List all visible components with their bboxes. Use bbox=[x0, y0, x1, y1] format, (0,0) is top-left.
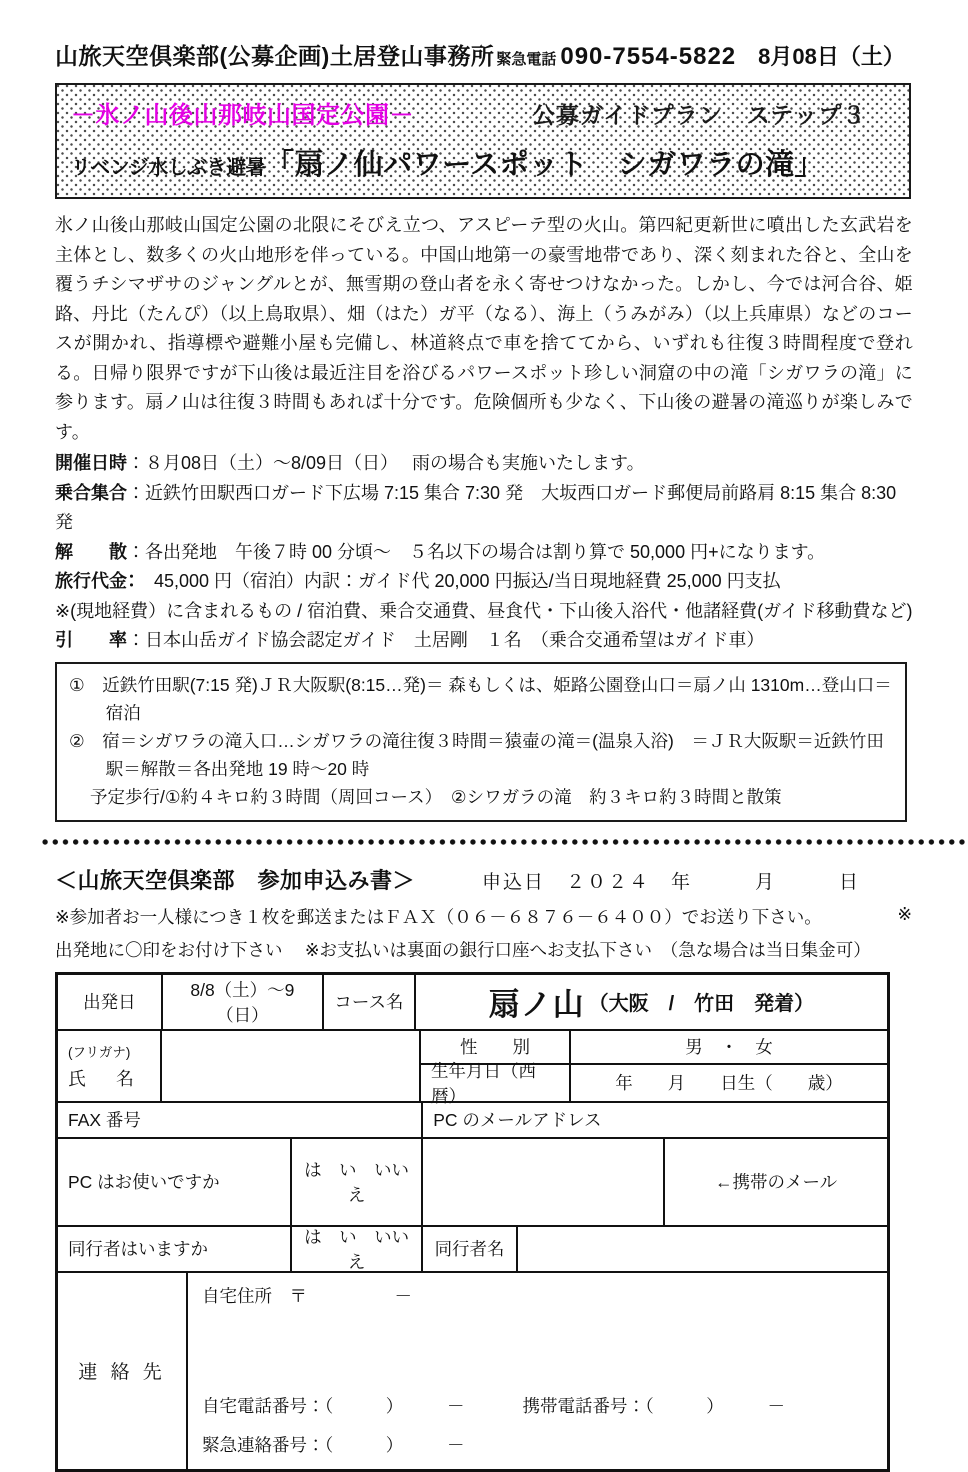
asterisk-mark: ※ bbox=[897, 903, 912, 924]
park-name: －氷ノ山後山那岐山国定公園－ bbox=[71, 102, 414, 129]
plan-step-label: 公募ガイドプラン ステップ３ bbox=[532, 102, 867, 128]
tour-subtitle: リベンジ水しぶき避暑 bbox=[71, 157, 266, 179]
home-phone-field[interactable]: 自宅電話番号：（ ） － bbox=[202, 1395, 465, 1416]
contact-spacer bbox=[202, 1308, 873, 1379]
form-row-departure bbox=[58, 975, 887, 1031]
home-address-field[interactable]: 自宅住所 〒 － bbox=[202, 1285, 412, 1306]
event-date: 8月08日（土） bbox=[758, 44, 905, 69]
course-name-cell bbox=[416, 975, 887, 1029]
companion-name-label: 同行者名 bbox=[423, 1227, 518, 1271]
gender-label: 性 別 bbox=[421, 1031, 571, 1063]
companion-question: 同行者はいますか bbox=[58, 1227, 292, 1271]
mobile-phone-field[interactable]: 携帯電話番号：（ ） － bbox=[522, 1395, 785, 1416]
course-name-label: コース名 bbox=[324, 975, 416, 1029]
detail-price: 旅行代金： 45,000 円（宿泊）内訳：ガイド代 20,000 円振込/当日現地経費 25,000 円支払 bbox=[55, 571, 781, 591]
emergency-phone-label: 緊急電話 bbox=[496, 51, 557, 68]
application-title: ＜山旅天空倶楽部 参加申込み書＞ bbox=[55, 867, 416, 893]
tour-description: 氷ノ山後山那岐山国定公園の北限にそびえ立つ、アスピーテ型の火山。第四紀更新世に噴出した玄武岩を主体とし、数多くの火山地形を伴っている。中国山地第一の豪雪地帯であり、深く刻まれた谷と、全山を覆うチシマザサのジャングルとが、無雪期の登山者を永く寄せつけなかった。しかし、今では河合谷、姫路、丹比（たんぴ）（以上鳥取県）、畑（はた）ガ平（なる）、海上（うみがみ）（以上兵庫県）などのコースが開かれ、指導標や避難小屋も完備し、林道終点で車を捨ててから、いずれも往復３時間程度で登れる。日帰り限界ですが下山後は最近注目を浴びるパワースポット珍しい洞窟の中の滝「シガワラの滝」に参ります。扇ノ山は往復３時間もあれば十分です。危険個所も少なく、下山後の避暑の滝巡りが楽しみです。 bbox=[55, 215, 913, 442]
tour-details bbox=[55, 449, 913, 656]
contact-label: 連 絡 先 bbox=[58, 1273, 188, 1469]
itinerary-day1: ① 近鉄竹田駅(7:15 発)ＪＲ大阪駅(8:15…発)＝ 森もしくは、姫路公園登山口＝扇ノ山 1310m…登山口＝宿泊 bbox=[69, 674, 892, 723]
birthdate-field[interactable]: 年 月 日生（ 歳） bbox=[615, 1073, 843, 1093]
departure-date-label: 出発日 bbox=[58, 975, 163, 1029]
form-row-companion bbox=[58, 1227, 887, 1273]
name-label: 氏 名 bbox=[68, 1068, 140, 1089]
form-row-fax-email bbox=[58, 1103, 887, 1139]
furigana-label: (フリガナ) bbox=[68, 1044, 131, 1060]
course-departure-points: （大阪 / 竹田 発着） bbox=[588, 993, 815, 1015]
itinerary-walk-plan: 予定歩行/①約４キロ約３時間（周回コース） ②シワガラの滝 約３キロ約３時間と散策 bbox=[90, 786, 782, 807]
emergency-phone-number: 090-7554-5822 bbox=[560, 43, 737, 70]
phone-numbers-line bbox=[202, 1393, 873, 1418]
gender-birth-block bbox=[421, 1031, 887, 1106]
contact-content bbox=[188, 1273, 887, 1469]
mobile-email-field[interactable] bbox=[423, 1139, 665, 1225]
application-header bbox=[55, 864, 912, 895]
application-date-line: 申込日 ２０２４ 年 月 日 bbox=[481, 871, 860, 893]
pc-email-field[interactable]: PC のメールアドレス bbox=[433, 1110, 602, 1130]
departure-date-value: 8/8（土）～9（日） bbox=[163, 975, 324, 1029]
birth-subrow bbox=[421, 1060, 887, 1106]
dotted-separator bbox=[40, 838, 968, 846]
form-row-contact bbox=[58, 1273, 887, 1469]
itinerary-day2: ② 宿＝シガワラの滝入口…シガワラの滝往復３時間＝猿壷の滝＝(温泉入浴) ＝ＪＲ大阪駅＝近鉄竹田駅＝解散＝各出発地 19 時～20 時 bbox=[69, 730, 884, 779]
banner-line2 bbox=[71, 142, 895, 183]
detail-meeting: 乗合集合：近鉄竹田駅西口ガード下広場 7:15 集合 7:30 発 大坂西口ガード郵便局前路肩 8:15 集合 8:30 発 bbox=[55, 482, 897, 532]
detail-price-note: ※(現地経費）に含まれるもの / 宿泊費、乗合交通費、昼食代・下山後入浴代・他諸経費(ガイド移動費など) bbox=[55, 600, 913, 621]
birthdate-label: 生年月日（西暦） bbox=[421, 1065, 571, 1101]
masthead bbox=[55, 38, 912, 71]
club-office-title: 山旅天空倶楽部(公募企画)土居登山事務所 bbox=[55, 43, 495, 69]
detail-dismissal: 解 散：各出発地 午後７時 00 分頃～ ５名以下の場合は割り算で 50,000 円+になります。 bbox=[55, 541, 826, 562]
fax-number-field[interactable]: FAX 番号 bbox=[58, 1103, 423, 1137]
course-name-value: 扇ノ山 bbox=[488, 987, 585, 1022]
pc-usage-yesno-field[interactable]: は い いいえ bbox=[292, 1139, 423, 1225]
form-row-pc bbox=[58, 1139, 887, 1227]
pc-usage-question: PC はお使いですか bbox=[58, 1139, 292, 1225]
application-form-table bbox=[55, 972, 890, 1472]
companion-yesno-field[interactable]: は い いいえ bbox=[292, 1227, 423, 1271]
emergency-contact-field[interactable]: 緊急連絡番号：（ ） － bbox=[202, 1434, 465, 1455]
event-title-banner bbox=[55, 83, 911, 199]
mobile-mail-label: ←携帯のメール bbox=[714, 1172, 838, 1192]
detail-guide: 引 率：日本山岳ガイド協会認定ガイド 土居剛 １名 （乗合交通希望はガイド車） bbox=[55, 630, 765, 650]
form-row-name bbox=[58, 1031, 887, 1106]
tour-title: 「扇ノ仙パワースポット シガワラの滝」 bbox=[265, 149, 825, 181]
companion-name-field[interactable] bbox=[518, 1227, 887, 1271]
gender-choice-field[interactable]: 男 ・ 女 bbox=[685, 1037, 773, 1057]
name-label-cell bbox=[58, 1031, 162, 1101]
name-field[interactable] bbox=[162, 1031, 421, 1101]
application-note-fax: ※参加者お一人様につき１枚を郵送またはＦＡＸ（０６－６８７６－６４００）でお送り下さい。 ※ bbox=[55, 903, 912, 927]
emergency-phone-line bbox=[202, 1432, 873, 1457]
itinerary-box bbox=[55, 662, 907, 822]
banner-line1 bbox=[71, 95, 895, 130]
detail-schedule: 開催日時：８月08日（土）～8/09日（日） 雨の場合も実施いたします。 bbox=[55, 453, 645, 473]
application-note-payment: 出発地に〇印をお付け下さい ※お支払いは裏面の銀行口座へお支払下さい （急な場合は当日集金可） bbox=[55, 939, 871, 960]
